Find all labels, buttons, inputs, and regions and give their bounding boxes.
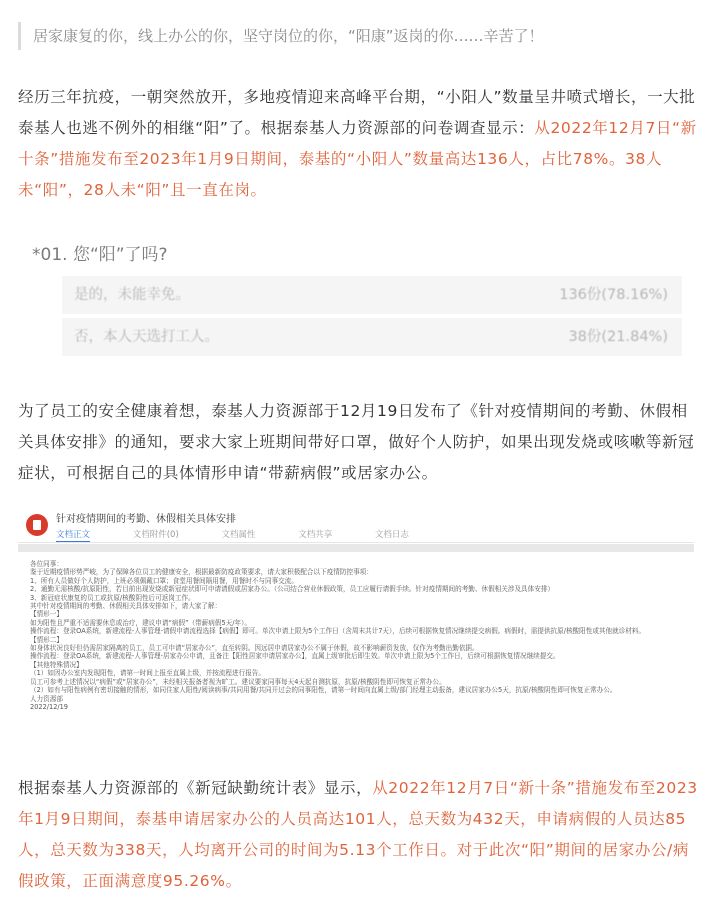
tab-document-log[interactable]: 文档日志: [374, 530, 409, 540]
survey-option-label: 否，本人天选打工人。: [74, 329, 219, 345]
tab-document-properties[interactable]: 文档属性: [221, 530, 256, 540]
document-line: 操作流程：登录OA系统，新建流程-人事管理-请假申请流程选择【病假】即可。单次申请上限为5个工作日（含周末共计7天），后续可根据恢复情况继续提交病假。病假时，需提供抗原/核酸阳性或其他就诊材料。: [30, 627, 646, 636]
document-title: 针对疫情期间的考勤、休假相关具体安排: [56, 514, 236, 525]
notice-document-screenshot: [18, 508, 694, 752]
document-line: 各位同事：: [30, 560, 63, 568]
document-line: 【其他特殊情况】: [30, 660, 83, 669]
document-line: 如身体状况良好但仍需居家隔离的员工，员工可申请“居家办公”，直至转阴。因远居申请居家办公不属于休假，故不影响薪资发放，仅作为考勤出勤依据。: [30, 644, 479, 653]
document-tabs: [56, 528, 449, 540]
document-toolbar-strip: [18, 544, 694, 552]
document-line: 2022/12/19: [30, 702, 69, 711]
document-line: 【情形二】: [30, 635, 63, 644]
document-line: （1）如因办公室内发现阳性，请第一时间上报至直属上级，并按流程进行报告。: [30, 669, 265, 678]
tab-document-attachments[interactable]: 文档附件(0): [132, 530, 179, 540]
survey-option-count: 38份(21.84%): [568, 329, 668, 345]
paragraph-survey-intro: [18, 82, 698, 206]
document-line: 如为阳性且严重不适需要休息或治疗，建议申请“病假”（带薪病假5天/年）。: [30, 618, 251, 627]
document-line: 操作流程：登录OA系统，新建流程-人事管理-居家办公申请，且备注【阳性居家申请居家办公】，直属上级审批后即生效。单次申请上限为5个工作日，后续可根据恢复情况继续提交。: [30, 652, 560, 661]
document-line: （2）如有与阳性病例有密切接触的情形，如同住家人阳性/阅读病事/共同用餐/共同开过会的同事阳性，请第一时间向直属上级/部门经理主动报备，建议居家办公5天，抗原/核酸阴性即可恢复正常办公。: [30, 686, 617, 695]
document-line: 人力资源部: [30, 694, 63, 703]
intro-quote-text: 居家康复的你，线上办公的你，坚守岗位的你，“阳康”返岗的你……辛苦了！: [33, 27, 544, 45]
document-line: 3、新冠症状康复的员工或抗原/核酸阴性后可返岗工作。: [30, 593, 195, 602]
document-line: 1、所有人员做好个人防护，上班必须佩戴口罩；食堂用餐间隔用餐，用餐时不与同事交流。: [30, 576, 298, 585]
document-line: 鉴于近期疫情形势严峻，为了保障各位员工的健康安全，根据最新防疫政策要求，请大家积极配合以下疫情防控事项：: [30, 568, 373, 577]
paragraph-notice: [18, 396, 698, 489]
paragraph-text: 为了员工的安全健康着想，泰基人力资源部于12月19日发布了《针对疫情期间的考勤、休假相关具体安排》的通知，要求大家上班期间带好口罩，做好个人防护，如果出现发烧或咳嗽等新冠症状，可根据自己的具体情形申请“带薪病假”或居家办公。: [18, 402, 695, 482]
document-line: 员工可参考上述情况以“病假”或“居家办公”，未经相关报备者视为旷工。建议要家同事每天4天起自测抗原，抗原/核酸阴性即可恢复正常办公。: [30, 677, 446, 686]
survey-option-row: [62, 318, 682, 356]
survey-option-count: 136份(78.16%): [559, 287, 668, 303]
intro-blockquote: [18, 22, 708, 50]
document-logo-icon: [26, 514, 48, 536]
paragraph-text: 根据泰基人力资源部的《新冠缺勤统计表》显示，: [18, 779, 373, 797]
highlighted-statistic: 从2022年12月7日“新十条”措施发布至2023年1月9日期间，泰基申请居家办公的人员高达101人，总天数为432天，申请病假的人员达85人，总天数为338天，人均离开公司的时间为5.13个工作日。对于此次“阳”期间的居家办公/病假政策，正面满意度95.26%。: [18, 779, 698, 890]
document-line: 2、通勤无需核酸/抗原阳性，若目前出现发烧或新冠症状即可申请请假或居家办公。（公司结合营业休假政策，员工应履行请假手续。针对疫情期间的考勤、休假相关涉及具体安排）: [30, 585, 555, 594]
survey-result-figure: [18, 232, 698, 362]
tab-document-body[interactable]: 文档正文: [56, 530, 91, 540]
document-body: [30, 560, 680, 711]
document-header: [18, 508, 694, 543]
highlighted-statistic: 从2022年12月7日“新十条”措施发布至2023年1月9日期间，泰基的“小阳人”数量高达136人，占比78%。38人未“阳”，28人未“阳”且一直在岗。: [18, 119, 697, 199]
paragraph-text: 经历三年抗疫，一朝突然放开，多地疫情迎来高峰平台期，“小阳人”数量呈井喷式增长，一大批泰基人也逃不例外的相继“阳”了。根据泰基人力资源部的问卷调查显示：: [18, 88, 696, 137]
tab-document-share[interactable]: 文档共享: [298, 530, 333, 540]
document-line: 其中针对疫情期间的考勤、休假相关具体安排如下，请大家了解：: [30, 602, 222, 611]
survey-option-label: 是的，未能幸免。: [74, 287, 190, 303]
survey-option-row: [62, 276, 682, 314]
survey-question: *01. 您“阳”了吗?: [32, 245, 168, 265]
paragraph-absence-statistics: [18, 773, 698, 897]
document-line: 【情形一】: [30, 610, 63, 619]
